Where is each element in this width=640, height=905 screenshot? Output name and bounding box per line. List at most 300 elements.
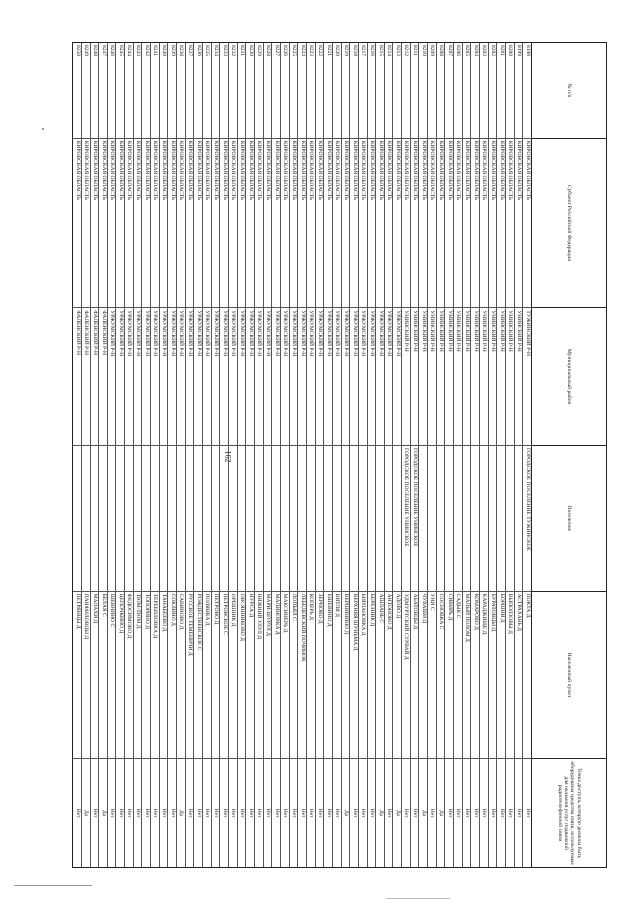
cell-subject: КИРОВСКАЯ ОБЛАСТЬ: [385, 139, 393, 309]
table-row: [453, 43, 462, 867]
cell-district: УРЖУМСКИЙ Р-Н: [212, 308, 220, 446]
cell-locality: ЛОПЬЯЛ С: [290, 592, 298, 760]
cell-district: УРЖУМСКИЙ Р-Н: [342, 308, 350, 446]
cell-num: 8205: [463, 43, 471, 139]
table-row: [289, 43, 298, 867]
cell-locality: ЗЕРНОВО Д: [316, 592, 324, 760]
cell-subject: КИРОВСКАЯ ОБЛАСТЬ: [246, 139, 254, 309]
cell-district: УНИНСКИЙ Р-Н: [489, 308, 497, 446]
cell-subject: КИРОВСКАЯ ОБЛАСТЬ: [177, 139, 185, 309]
cell-district: УРЖУМСКИЙ Р-Н: [298, 308, 306, 446]
cell-access: Нет: [429, 808, 436, 818]
cell-settlement: [489, 446, 497, 592]
cell-subject: КИРОВСКАЯ ОБЛАСТЬ: [333, 139, 341, 309]
cell-settlement: [480, 446, 488, 592]
cell-settlement: [151, 446, 159, 592]
cell-locality: МАЛЫЙ ПОЛОМ Д: [463, 592, 471, 760]
cell-district: УРЖУМСКИЙ Р-Н: [168, 308, 176, 446]
table-row: [393, 43, 402, 867]
cell-num: 8213: [394, 43, 402, 139]
cell-num: 8202: [489, 43, 497, 139]
cell-access: Нет: [403, 808, 410, 818]
cell-subject: КИРОВСКАЯ ОБЛАСТЬ: [480, 139, 488, 309]
table-row: [90, 43, 99, 867]
cell-district: УРЖУМСКИЙ Р-Н: [385, 308, 393, 446]
cell-subject: КИРОВСКАЯ ОБЛАСТЬ: [91, 139, 99, 309]
cell-subject: КИРОВСКАЯ ОБЛАСТЬ: [290, 139, 298, 309]
cell-settlement: [324, 446, 332, 592]
cell-access: Нет: [117, 808, 124, 818]
cell-access: Нет: [221, 808, 228, 818]
cell-settlement: [342, 446, 350, 592]
cell-locality: ШЕВНИНО С: [108, 592, 116, 760]
cell-subject: КИРОВСКАЯ ОБЛАСТЬ: [125, 139, 133, 309]
cell-locality: ТАНАБЕЕВО Д: [160, 592, 168, 760]
table-row: [358, 43, 367, 867]
cell-district: УРЖУМСКИЙ Р-Н: [194, 308, 202, 446]
cell-locality: РУССКОЕ ТЕМЕНИЧИ Д: [186, 592, 194, 760]
cell-subject: КИРОВСКАЯ ОБЛАСТЬ: [394, 139, 402, 309]
cell-locality: БЕЛАЯ С: [99, 592, 107, 760]
cell-district: УНИНСКИЙ Р-Н: [506, 308, 514, 446]
cell-subject: КИРОВСКАЯ ОБЛАСТЬ: [212, 139, 220, 309]
cell-district: УРЖУМСКИЙ Р-Н: [368, 308, 376, 446]
cell-settlement: [186, 446, 194, 592]
cell-settlement: [91, 446, 99, 592]
cell-num: 8250: [73, 43, 81, 139]
table-row: [159, 43, 168, 867]
cell-num: 8248: [91, 43, 99, 139]
cell-access: Да: [342, 810, 349, 817]
header-num: № п/п: [532, 43, 606, 139]
table-row: [306, 43, 315, 867]
cell-num: 8211: [411, 43, 419, 139]
cell-access: Нет: [256, 808, 263, 818]
cell-locality: УДМУРТСКИЙ СУРВАЙ Д: [402, 592, 410, 760]
cell-locality: ОВСЯННИКОВО Д: [238, 592, 246, 760]
cell-access: Нет: [204, 808, 211, 818]
cell-district: УРЖУМСКИЙ Р-Н: [376, 308, 384, 446]
cell-district: УРЖУМСКИЙ Р-Н: [255, 308, 263, 446]
cell-district: ФАЛЕНСКИЙ Р-Н: [99, 308, 107, 446]
cell-locality: ПЕТРОВО Д: [212, 592, 220, 760]
table-row: [522, 43, 531, 867]
cell-district: УНИНСКИЙ Р-Н: [480, 308, 488, 446]
cell-access: Нет: [325, 808, 332, 818]
cell-district: ФАЛЕНСКИЙ Р-Н: [73, 308, 81, 446]
cell-num: 8225: [290, 43, 298, 139]
table-row: [211, 43, 220, 867]
cell-locality: ПЕТРОВСКОЕ С: [220, 592, 228, 760]
cell-num: 8239: [168, 43, 176, 139]
table-row: [514, 43, 523, 867]
cell-num: 8236: [194, 43, 202, 139]
cell-subject: КИРОВСКАЯ ОБЛАСТЬ: [264, 139, 272, 309]
cell-district: УРЖУМСКИЙ Р-Н: [359, 308, 367, 446]
table-row: [427, 43, 436, 867]
cell-subject: КИРОВСКАЯ ОБЛАСТЬ: [324, 139, 332, 309]
table-row: [263, 43, 272, 867]
cell-subject: КИРОВСКАЯ ОБЛАСТЬ: [117, 139, 125, 309]
cell-access: Нет: [143, 808, 150, 818]
cell-subject: КИРОВСКАЯ ОБЛАСТЬ: [350, 139, 358, 309]
cell-access: Нет: [524, 808, 531, 818]
cell-num: 8245: [117, 43, 125, 139]
cell-access: Нет: [126, 808, 133, 818]
cell-subject: КИРОВСКАЯ ОБЛАСТЬ: [376, 139, 384, 309]
cell-subject: КИРОВСКАЯ ОБЛАСТЬ: [454, 139, 462, 309]
cell-num: 8226: [281, 43, 289, 139]
table-row: [193, 43, 202, 867]
table-row: [167, 43, 176, 867]
cell-access: Нет: [161, 808, 168, 818]
locality-table: [72, 42, 607, 868]
cell-locality: ЧУВАШИ Д: [419, 592, 427, 760]
cell-subject: КИРОВСКАЯ ОБЛАСТЬ: [151, 139, 159, 309]
table-row: [81, 43, 90, 867]
cell-settlement: [272, 446, 280, 592]
cell-district: УРЖУМСКИЙ Р-Н: [238, 308, 246, 446]
cell-settlement: [307, 446, 315, 592]
cell-settlement: [142, 446, 150, 592]
cell-subject: КИРОВСКАЯ ОБЛАСТЬ: [497, 139, 505, 309]
cell-settlement: [194, 446, 202, 592]
cell-district: УНИНСКИЙ Р-Н: [463, 308, 471, 446]
table-row: [228, 43, 237, 867]
table-row: [98, 43, 107, 867]
table-row: [237, 43, 246, 867]
cell-district: УРЖУМСКИЙ Р-Н: [307, 308, 315, 446]
cell-num: 8216: [368, 43, 376, 139]
cell-locality: КАРАДЖИЩЕ Д: [480, 592, 488, 760]
cell-access: Да: [83, 810, 90, 817]
cell-locality: МАЛАХИ Д: [91, 592, 99, 760]
cell-subject: КИРОВСКАЯ ОБЛАСТЬ: [220, 139, 228, 309]
cell-district: УНИНСКИЙ Р-Н: [411, 308, 419, 446]
cell-num: 8212: [402, 43, 410, 139]
table-row: [124, 43, 133, 867]
cell-num: 8234: [212, 43, 220, 139]
cell-num: 8207: [445, 43, 453, 139]
cell-settlement: [359, 446, 367, 592]
cell-num: 8217: [359, 43, 367, 139]
table-row: [462, 43, 471, 867]
table-row: [367, 43, 376, 867]
cell-access: Нет: [455, 808, 462, 818]
cell-district: УРЖУМСКИЙ Р-Н: [177, 308, 185, 446]
cell-subject: КИРОВСКАЯ ОБЛАСТЬ: [194, 139, 202, 309]
cell-num: 8249: [82, 43, 90, 139]
table-row: [116, 43, 125, 867]
cell-num: 8228: [264, 43, 272, 139]
cell-settlement: [177, 446, 185, 592]
cell-settlement: [229, 446, 237, 592]
cell-district: УРЖУМСКИЙ Р-Н: [134, 308, 142, 446]
cell-locality: ТЮМ-ТЮМ Д: [134, 592, 142, 760]
cell-access: Нет: [282, 808, 289, 818]
cell-locality: СОКЛИНО Д: [168, 592, 176, 760]
cell-access: Да: [178, 810, 185, 817]
cell-num: 8230: [246, 43, 254, 139]
cell-num: 8241: [151, 43, 159, 139]
cell-num: 8244: [125, 43, 133, 139]
cell-settlement: ГОРОДСКОЕ ПОСЕЛЕНИЕ УНИНСКОЕ: [411, 446, 419, 592]
cell-access: Нет: [74, 808, 81, 818]
cell-locality: АДОВО Д: [394, 592, 402, 760]
cell-locality: ВЫПОЛЗОВЫ Д: [506, 592, 514, 760]
header-settlement: Поселение: [532, 446, 606, 592]
cell-subject: КИРОВСКАЯ ОБЛАСТЬ: [238, 139, 246, 309]
cell-num: 8237: [186, 43, 194, 139]
cell-access: Нет: [230, 808, 237, 818]
cell-district: УРЖУМСКИЙ Р-Н: [316, 308, 324, 446]
cell-access: Нет: [135, 808, 142, 818]
cell-district: УНИНСКИЙ Р-Н: [471, 308, 479, 446]
cell-access: Нет: [247, 808, 254, 818]
table-row: [418, 43, 427, 867]
cell-locality: СИВИРЬ Д: [445, 592, 453, 760]
cell-district: УРЖУМСКИЙ Р-Н: [203, 308, 211, 446]
cell-settlement: [298, 446, 306, 592]
cell-subject: КИРОВСКАЯ ОБЛАСТЬ: [255, 139, 263, 309]
cell-access: Нет: [239, 808, 246, 818]
cell-subject: КИРОВСКАЯ ОБЛАСТЬ: [437, 139, 445, 309]
cell-subject: КИРОВСКАЯ ОБЛАСТЬ: [272, 139, 280, 309]
cell-num: 8209: [428, 43, 436, 139]
cell-access: Нет: [109, 808, 116, 818]
cell-settlement: [117, 446, 125, 592]
cell-district: УРЖУМСКИЙ Р-Н: [160, 308, 168, 446]
table-row: [254, 43, 263, 867]
cell-locality: РОЖДЕСТВЕНСКОЕ С: [194, 592, 202, 760]
cell-district: УНИНСКИЙ Р-Н: [428, 308, 436, 446]
cell-subject: КИРОВСКАЯ ОБЛАСТЬ: [73, 139, 81, 309]
table-row: [185, 43, 194, 867]
cell-num: 8215: [376, 43, 384, 139]
cell-num: 8235: [203, 43, 211, 139]
header-locality: Населенный пункт: [532, 592, 606, 760]
cell-access: Нет: [169, 808, 176, 818]
cell-subject: КИРОВСКАЯ ОБЛАСТЬ: [281, 139, 289, 309]
cell-access: Нет: [91, 808, 98, 818]
cell-num: 8232: [229, 43, 237, 139]
cell-district: ФАЛЕНСКИЙ Р-Н: [91, 308, 99, 446]
cell-settlement: [376, 446, 384, 592]
cell-district: УРЖУМСКИЙ Р-Н: [108, 308, 116, 446]
cell-district: УРЖУМСКИЙ Р-Н: [290, 308, 298, 446]
cell-locality: АСТРАХАНЬ Д: [515, 592, 523, 760]
cell-subject: КИРОВСКАЯ ОБЛАСТЬ: [489, 139, 497, 309]
cell-settlement: [333, 446, 341, 592]
cell-settlement: ГОРОДСКОЕ ПОСЕЛЕНИЕ ТУЖИНСКОЕ: [523, 446, 531, 592]
cell-settlement: [238, 446, 246, 592]
cell-settlement: [419, 446, 427, 592]
cell-num: 8208: [437, 43, 445, 139]
cell-subject: КИРОВСКАЯ ОБЛАСТЬ: [298, 139, 306, 309]
cell-access: Нет: [412, 808, 419, 818]
cell-num: 8219: [342, 43, 350, 139]
cell-access: Нет: [316, 808, 323, 818]
cell-num: 8222: [316, 43, 324, 139]
table-row: [176, 43, 185, 867]
cell-access: Нет: [498, 808, 505, 818]
cell-num: 8199: [515, 43, 523, 139]
table-header: [531, 43, 606, 867]
cell-district: УРЖУМСКИЙ Р-Н: [125, 308, 133, 446]
cell-num: 8204: [471, 43, 479, 139]
cell-locality: ТЕРЕБИЛОВКА Д: [151, 592, 159, 760]
cell-settlement: [160, 446, 168, 592]
cell-district: УРЖУМСКИЙ Р-Н: [272, 308, 280, 446]
cell-settlement: [368, 446, 376, 592]
table-row: [436, 43, 445, 867]
cell-subject: КИРОВСКАЯ ОБЛАСТЬ: [134, 139, 142, 309]
cell-subject: КИРОВСКАЯ ОБЛАСТЬ: [515, 139, 523, 309]
cell-access: Да: [420, 810, 427, 817]
cell-access: Нет: [308, 808, 315, 818]
cell-subject: КИРОВСКАЯ ОБЛАСТЬ: [419, 139, 427, 309]
cell-access: Да: [394, 810, 401, 817]
cell-locality: БУРАТОВЦЫ Д: [489, 592, 497, 760]
cell-district: УНИНСКИЙ Р-Н: [454, 308, 462, 446]
cell-num: 8229: [255, 43, 263, 139]
scan-artifact-line: [386, 898, 450, 899]
cell-subject: КИРОВСКАЯ ОБЛАСТЬ: [445, 139, 453, 309]
cell-num: 8227: [272, 43, 280, 139]
table-row: [444, 43, 453, 867]
scan-artifact-line: [14, 885, 92, 886]
cell-settlement: [437, 446, 445, 592]
cell-settlement: [506, 446, 514, 592]
cell-subject: КИРОВСКАЯ ОБЛАСТЬ: [229, 139, 237, 309]
cell-locality: МАРИ-ШУРУЛ Д: [264, 592, 272, 760]
cell-access: Нет: [481, 808, 488, 818]
cell-settlement: [316, 446, 324, 592]
cell-subject: КИРОВСКАЯ ОБЛАСТЬ: [471, 139, 479, 309]
cell-num: 8198: [523, 43, 531, 139]
cell-locality: БЕРЕЗНИК Д: [368, 592, 376, 760]
cell-settlement: [168, 446, 176, 592]
cell-settlement: [515, 446, 523, 592]
table-row: [488, 43, 497, 867]
table-row: [401, 43, 410, 867]
cell-district: УНИНСКИЙ Р-Н: [402, 308, 410, 446]
cell-subject: КИРОВСКАЯ ОБЛАСТЬ: [203, 139, 211, 309]
cell-access: Нет: [187, 808, 194, 818]
cell-num: 8223: [307, 43, 315, 139]
cell-subject: КИРОВСКАЯ ОБЛАСТЬ: [368, 139, 376, 309]
cell-district: УРЖУМСКИЙ Р-Н: [117, 308, 125, 446]
cell-access: Нет: [507, 808, 514, 818]
table-row: [470, 43, 479, 867]
cell-locality: ВЕРШИНИНО Д: [342, 592, 350, 760]
cell-locality: АШЛАНЬ С: [376, 592, 384, 760]
cell-access: Нет: [351, 808, 358, 818]
cell-access: Нет: [472, 808, 479, 818]
cell-district: УРЖУМСКИЙ Р-Н: [281, 308, 289, 446]
cell-district: УРЖУМСКИЙ Р-Н: [333, 308, 341, 446]
cell-district: ФАЛЕНСКИЙ Р-Н: [82, 308, 90, 446]
cell-num: 8220: [333, 43, 341, 139]
cell-num: 8240: [160, 43, 168, 139]
cell-num: 8221: [324, 43, 332, 139]
cell-district: ТУЖИНСКИЙ Р-Н: [523, 308, 531, 446]
cell-locality: ЦЕПОЧКИНО Д: [117, 592, 125, 760]
table-row: [315, 43, 324, 867]
cell-subject: КИРОВСКАЯ ОБЛАСТЬ: [506, 139, 514, 309]
cell-subject: КИРОВСКАЯ ОБЛАСТЬ: [186, 139, 194, 309]
cell-access: Нет: [213, 808, 220, 818]
cell-subject: КИРОВСКАЯ ОБЛАСТЬ: [316, 139, 324, 309]
cell-district: УНИНСКИЙ Р-Н: [497, 308, 505, 446]
table-row: [150, 43, 159, 867]
cell-num: 8210: [419, 43, 427, 139]
cell-locality: КОПЕРЬ Д: [307, 592, 315, 760]
cell-locality: ЕШЕВИНО Д: [324, 592, 332, 760]
cell-num: 8247: [99, 43, 107, 139]
cell-settlement: [394, 446, 402, 592]
cell-subject: КИРОВСКАЯ ОБЛАСТЬ: [142, 139, 150, 309]
cell-settlement: [385, 446, 393, 592]
cell-access: Нет: [516, 808, 523, 818]
cell-num: 8218: [350, 43, 358, 139]
table-row: [375, 43, 384, 867]
header-access-point: Точка доступа, которую должны быть оборудованы средства связи, используемые для оказания услуг подвижной радиотелефонной связи: [556, 761, 582, 865]
cell-district: УРЖУМСКИЙ Р-Н: [394, 308, 402, 446]
cell-access: Нет: [334, 808, 341, 818]
cell-access: Да: [438, 810, 445, 817]
cell-locality: ВИТЛЯ Д: [333, 592, 341, 760]
cell-num: 8238: [177, 43, 185, 139]
table-row: [202, 43, 211, 867]
cell-district: УРЖУМСКИЙ Р-Н: [246, 308, 254, 446]
cell-num: 8246: [108, 43, 116, 139]
cell-settlement: [125, 446, 133, 592]
page-number: 162: [223, 450, 233, 463]
cell-settlement: [350, 446, 358, 592]
cell-num: 8231: [238, 43, 246, 139]
table-row: [219, 43, 228, 867]
document-page: [72, 42, 607, 868]
cell-settlement: [454, 446, 462, 592]
table-row: [384, 43, 393, 867]
cell-district: УРЖУМСКИЙ Р-Н: [220, 308, 228, 446]
cell-num: 8224: [298, 43, 306, 139]
cell-settlement: ГОРОДСКОЕ ПОСЕЛЕНИЕ УНИНСКОЕ: [402, 446, 410, 592]
table-row: [496, 43, 505, 867]
cell-settlement: [108, 446, 116, 592]
cell-num: 8200: [506, 43, 514, 139]
cell-district: УРЖУМСКИЙ Р-Н: [151, 308, 159, 446]
cell-subject: КИРОВСКАЯ ОБЛАСТЬ: [99, 139, 107, 309]
cell-access: Нет: [273, 808, 280, 818]
cell-locality: СОСНОВКА С: [437, 592, 445, 760]
table-row: [410, 43, 419, 867]
cell-district: УНИНСКИЙ Р-Н: [445, 308, 453, 446]
cell-settlement: [445, 446, 453, 592]
table-body: [73, 43, 531, 867]
cell-locality: АБАТОВЦЫ Д: [411, 592, 419, 760]
cell-subject: КИРОВСКАЯ ОБЛАСТЬ: [342, 139, 350, 309]
cell-settlement: [428, 446, 436, 592]
cell-access: Нет: [152, 808, 159, 818]
cell-access: Нет: [264, 808, 271, 818]
cell-subject: КИРОВСКАЯ ОБЛАСТЬ: [411, 139, 419, 309]
cell-access: Да: [377, 810, 384, 817]
cell-num: 8214: [385, 43, 393, 139]
cell-settlement: [463, 446, 471, 592]
cell-district: УНИНСКИЙ Р-Н: [419, 308, 427, 446]
